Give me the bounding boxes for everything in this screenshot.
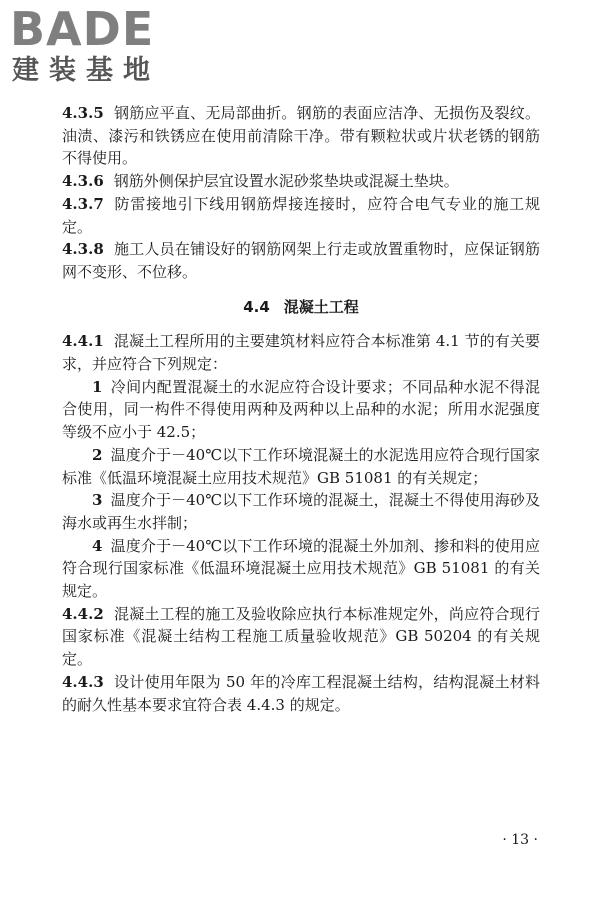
- list-item-1: [62, 376, 540, 444]
- section-title: 混凝土工程: [283, 297, 359, 316]
- clause-4-4-3: [62, 671, 540, 716]
- item-number: 3: [92, 491, 103, 510]
- list-item-3: [62, 489, 540, 534]
- clause-text: 防雷接地引下线用钢筋焊接连接时，应符合电气专业的施工规定。: [62, 194, 540, 236]
- item-text: 温度介于－40℃以下工作环境混凝土的水泥选用应符合现行国家标准《低温环境混凝土应用技术规范》GB 51081 的有关规定；: [62, 445, 540, 487]
- item-text: 冷间内配置混凝土的水泥应符合设计要求；不同品种水泥不得混合使用，同一构件不得使用两种及两种以上品种的水泥；所用水泥强度等级不应小于 42.5；: [62, 377, 540, 442]
- clause-number: 4.3.7: [62, 194, 104, 213]
- bade-logo: [10, 2, 180, 86]
- clause-4-4-1: [62, 330, 540, 375]
- clause-text: 混凝土工程所用的主要建筑材料应符合本标准第 4.1 节的有关要求，并应符合下列规定：: [62, 332, 540, 374]
- clause-number: 4.4.3: [62, 672, 104, 691]
- clause-4-3-8: [62, 238, 540, 283]
- section-heading: [62, 296, 540, 319]
- clause-number: 4.4.2: [62, 604, 104, 623]
- section-number: 4.4: [243, 297, 270, 316]
- clause-number: 4.3.6: [62, 172, 104, 191]
- logo-wordmark: BADE: [10, 2, 155, 56]
- document-body: [62, 102, 540, 716]
- item-text: 温度介于－40℃以下工作环境的混凝土，混凝土不得使用海砂及海水或再生水拌制；: [62, 491, 540, 532]
- clause-4-3-5: [62, 102, 540, 170]
- clause-4-4-2: [62, 603, 540, 671]
- item-text: 温度介于－40℃以下工作环境的混凝土外加剂、掺和料的使用应符合现行国家标准《低温环境混凝土应用技术规范》GB 51081 的有关规定。: [62, 536, 540, 601]
- logo-subtitle: 建装基地: [12, 55, 160, 86]
- clause-4-3-7: [62, 193, 540, 238]
- item-number: 1: [92, 377, 103, 396]
- clause-text: 设计使用年限为 50 年的冷库工程混凝土结构，结构混凝土材料的耐久性基本要求宜符合表 4.4.3 的规定。: [62, 672, 540, 714]
- item-number: 2: [92, 445, 103, 464]
- clause-number: 4.3.5: [62, 104, 104, 122]
- page-number: · 13 ·: [502, 832, 538, 848]
- clause-text: 钢筋外侧保护层宜设置水泥砂浆垫块或混凝土垫块。: [113, 172, 459, 191]
- clause-4-3-6: [62, 170, 540, 193]
- clause-number: 4.4.1: [62, 332, 104, 351]
- clause-number: 4.3.8: [62, 240, 104, 259]
- clause-text: 混凝土工程的施工及验收除应执行本标准规定外，尚应符合现行国家标准《混凝土结构工程施工质量验收规范》GB 50204 的有关规定。: [62, 604, 540, 669]
- clause-text: 钢筋应平直、无局部曲折。钢筋的表面应洁净、无损伤及裂纹。油渍、漆污和铁锈应在使用前清除干净。带有颗粒状或片状老锈的钢筋不得使用。: [62, 104, 540, 168]
- item-number: 4: [92, 536, 103, 555]
- list-item-4: [62, 535, 540, 603]
- list-item-2: [62, 444, 540, 489]
- clause-text: 施工人员在铺设好的钢筋网架上行走或放置重物时，应保证钢筋网不变形、不位移。: [62, 240, 540, 281]
